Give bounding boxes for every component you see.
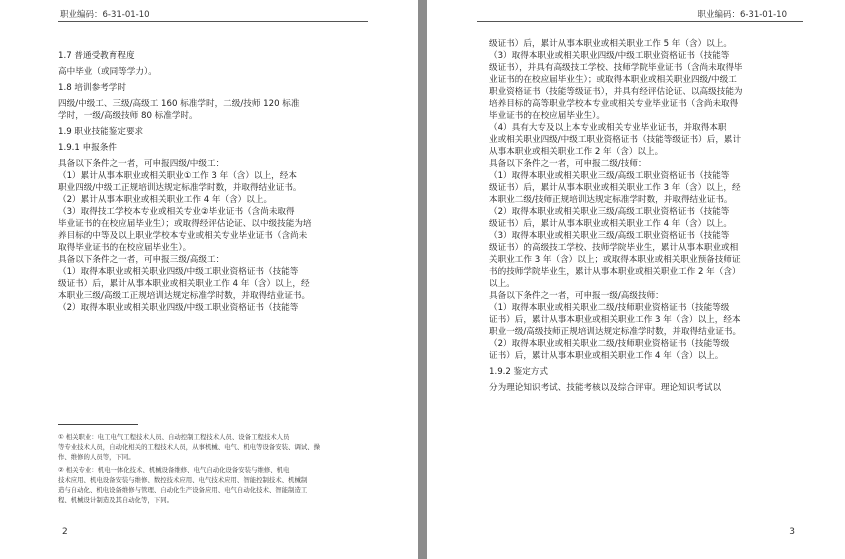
text-line: 四级/中级工、三级/高级工 160 标准学时，二级/技师 120 标准 xyxy=(58,99,300,109)
text-line: （1）累计从事本职业或相关职业①工作 3 年（含）以上，经本 xyxy=(58,171,297,181)
text-line: 学时，一级/高级技师 80 标准学时。 xyxy=(58,111,198,121)
text-line: 具备以下条件之一者，可申报一级/高级技师： xyxy=(489,291,664,301)
header-rule xyxy=(58,21,368,22)
footnote-line: 程、机械设计制造及其自动化等，下同。 xyxy=(58,496,174,504)
page-body xyxy=(489,38,809,394)
text-line: 职业四级/中级工正规培训达规定标准学时数，并取得结业证书。 xyxy=(58,183,302,193)
page-number: 2 xyxy=(62,527,68,537)
text-line: 证书）后，累计从事本职业或相关职业工作 3 年（含）以上，经本 xyxy=(489,315,741,325)
footnote-rule xyxy=(58,424,138,425)
text-line: （2）取得本职业或相关职业二级/技师职业资格证书（技能等级 xyxy=(489,339,730,349)
text-line: 高中毕业（或同等学力）。 xyxy=(58,67,157,77)
text-line: （2）取得本职业或相关职业三级/高级工职业资格证书（技能等 xyxy=(489,207,730,217)
footnote-line: 技术应用、机电设备安装与维修、数控技术应用、电气技术应用、智能控制技术、机械制 xyxy=(58,476,308,484)
footnote-line: 等专业技术人员，自动化相关的工程技术人员，从事机械、电气、机电等设备安装、调试、操 xyxy=(58,443,321,451)
text-line: 级证书）后，累计从事本职业或相关职业工作 4 年（含）以上。 xyxy=(489,219,732,229)
text-line: 书的技师学院毕业生，累计从事本职业或相关职业工作 2 年（含） xyxy=(489,267,741,277)
header-rule xyxy=(477,21,803,22)
page-header: 职业编码：6-31-01-10 xyxy=(697,10,787,20)
section-heading: 1.9 职业技能鉴定要求 xyxy=(58,127,144,137)
text-line: 具备以下条件之一者，可申报四级/中级工： xyxy=(58,159,225,169)
footnote-line: 造与自动化、机电设备维修与管理、自动化生产设备应用、电气自动化技术、智能制造工 xyxy=(58,486,308,494)
text-line: 级证书）后，累计从事本职业或相关职业工作 4 年（含）以上，经 xyxy=(58,279,310,289)
text-line: （3）取得本职业或相关职业四级/中级工职业资格证书（技能等 xyxy=(489,51,730,61)
section-heading: 1.9.2 鉴定方式 xyxy=(489,367,548,377)
text-line: （2）取得本职业或相关职业四级/中级工职业资格证书（技能等 xyxy=(58,303,299,313)
section-heading: 1.9.1 申报条件 xyxy=(58,143,117,153)
text-line: 培养目标的高等职业学校本专业或相关专业毕业证书（含尚未取得 xyxy=(489,99,739,109)
text-line: （4）具有大专及以上本专业或相关专业毕业证书，并取得本职 xyxy=(489,123,727,133)
text-line: 养目标的中等及以上职业学校本专业或相关专业毕业证书（含尚未 xyxy=(58,231,308,241)
text-line: （1）取得本职业或相关职业四级/中级工职业资格证书（技能等 xyxy=(58,267,299,277)
section-heading: 1.8 培训参考学时 xyxy=(58,83,126,93)
text-line: 毕业证书的在校应届毕业生）。 xyxy=(489,111,606,121)
text-line: （3）取得本职业或相关职业三级/高级工职业资格证书（技能等 xyxy=(489,231,730,241)
footnotes xyxy=(58,432,388,505)
text-line: 证书）后，累计从事本职业或相关职业工作 4 年（含）以上。 xyxy=(489,351,724,361)
text-line: （2）累计从事本职业或相关职业工作 4 年（含）以上。 xyxy=(58,195,273,205)
footnote-line: ② 相关专业：机电一体化技术、机械设备维修、电气自动化设备安装与维修、机电 xyxy=(58,466,290,474)
text-line: 分为理论知识考试、技能考核以及综合评审。理论知识考试以 xyxy=(489,383,722,393)
text-line: 职业资格证书（技能等级证书），并具有经评估论证、以高级技能为 xyxy=(489,87,743,97)
text-line: 业证书的在校应届毕业生）；或取得本职业或相关职业四级/中级工 xyxy=(489,75,737,85)
document-page-left xyxy=(0,0,418,559)
text-line: 取得毕业证书的在校应届毕业生）。 xyxy=(58,243,192,253)
text-line: 业或相关职业四级/中级工职业资格证书（技能等级证书）后，累计 xyxy=(489,135,742,145)
text-line: 级证书），并具有高级技工学校、技师学院毕业证书（含尚未取得毕 xyxy=(489,63,743,73)
text-line: 以上。 xyxy=(489,279,515,289)
footnote-line: 作、维修的人员等，下同。 xyxy=(58,453,135,461)
document-page-right xyxy=(427,0,845,559)
text-line: 本职业二级/技师正规培训达规定标准学时数，并取得结业证书。 xyxy=(489,195,733,205)
text-line: 本职业三级/高级工正规培训达规定标准学时数，并取得结业证书。 xyxy=(58,291,311,301)
text-line: （1）取得本职业或相关职业三级/高级工职业资格证书（技能等 xyxy=(489,171,730,181)
text-line: 毕业证书的在校应届毕业生）；或取得经评估论证、以中级技能为培 xyxy=(58,219,312,229)
text-line: 级证书）的高级技工学校、技师学院毕业生，累计从事本职业或相 xyxy=(489,243,739,253)
text-line: 关职业工作 3 年（含）以上；或取得本职业或相关职业预备技师证 xyxy=(489,255,741,265)
text-line: 级证书）后，累计从事本职业或相关职业工作 3 年（含）以上，经 xyxy=(489,183,741,193)
page-body xyxy=(58,46,378,314)
text-line: 具备以下条件之一者，可申报二级/技师： xyxy=(489,159,647,169)
text-line: 具备以下条件之一者，可申报三级/高级工： xyxy=(58,255,225,265)
page-number: 3 xyxy=(789,527,795,537)
text-line: （3）取得技工学校本专业或相关专业②毕业证书（含尚未取得 xyxy=(58,207,295,217)
text-line: 级证书）后，累计从事本职业或相关职业工作 5 年（含）以上。 xyxy=(489,39,732,49)
page-header: 职业编码：6-31-01-10 xyxy=(60,10,150,20)
footnote-line: ① 相关职业：电工电气工程技术人员、自动控制工程技术人员、设备工程技术人员 xyxy=(58,433,290,441)
text-line: （1）取得本职业或相关职业二级/技师职业资格证书（技能等级 xyxy=(489,303,730,313)
text-line: 职业一级/高级技师正规培训达规定标准学时数，并取得结业证书。 xyxy=(489,327,742,337)
section-heading: 1.7 普通受教育程度 xyxy=(58,51,135,61)
text-line: 从事本职业或相关职业工作 2 年（含）以上。 xyxy=(489,147,664,157)
